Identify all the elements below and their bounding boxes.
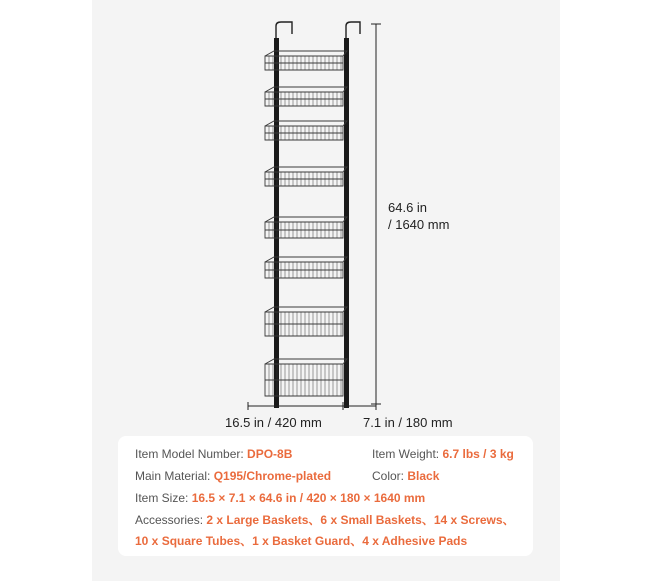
height-dimension-line (371, 24, 381, 404)
spec-material (135, 468, 331, 484)
size-value: 16.5 × 7.1 × 64.6 in / 420 × 180 × 1640 mm (191, 491, 426, 505)
spec-accessories (135, 512, 515, 528)
width-label: 16.5 in / 420 mm (225, 415, 322, 430)
door-hooks (276, 22, 360, 40)
color-label: Color: (372, 469, 405, 483)
spec-color (372, 468, 439, 484)
width-dimension-line (248, 402, 343, 410)
model-value: DPO-8B (247, 447, 293, 461)
size-label: Item Size: (135, 491, 189, 505)
accessories-label: Accessories: (135, 513, 204, 527)
spec-accessories-continued (135, 533, 467, 549)
spec-weight (372, 446, 514, 462)
weight-value: 6.7 lbs / 3 kg (442, 447, 514, 461)
weight-label: Item Weight: (372, 447, 440, 461)
spec-card (118, 436, 533, 556)
material-value: Q195/Chrome-plated (213, 469, 332, 483)
height-label-mm: / 1640 mm (388, 217, 450, 232)
height-label-in: 64.6 in (388, 200, 428, 215)
depth-label: 7.1 in / 180 mm (363, 415, 453, 430)
spec-model (135, 446, 292, 462)
accessories-line-2: 10 x Square Tubes、1 x Basket Guard、4 x Adhesive Pads (135, 534, 468, 548)
material-label: Main Material: (135, 469, 211, 483)
model-label: Item Model Number: (135, 447, 244, 461)
color-value: Black (407, 469, 440, 483)
spec-size (135, 490, 425, 506)
accessories-line-1: 2 x Large Baskets、6 x Small Baskets、14 x Screws、 (206, 513, 515, 527)
